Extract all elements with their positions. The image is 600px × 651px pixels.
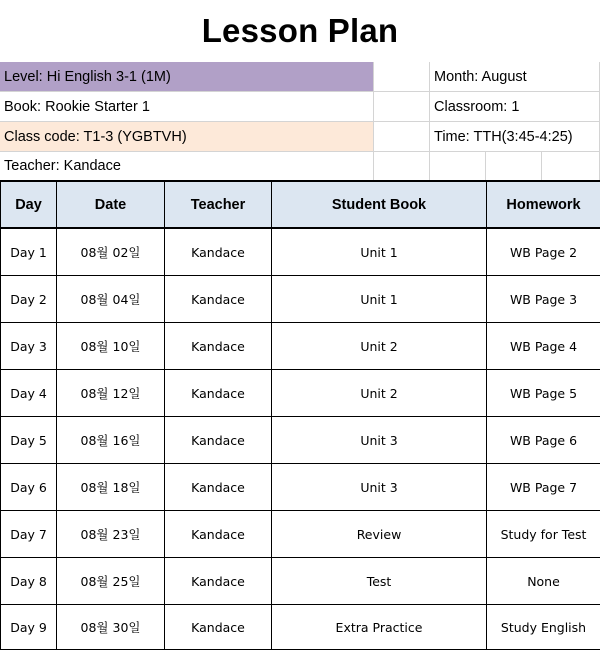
homework-cell: WB Page 3 — [487, 276, 600, 323]
table-row — [1, 511, 600, 558]
blank-cell — [430, 152, 486, 181]
table-row — [1, 276, 600, 323]
day-cell: Day 1 — [1, 228, 57, 276]
homework-cell: WB Page 4 — [487, 323, 600, 370]
column-header-homework: Homework — [487, 181, 600, 228]
blank-cell — [374, 122, 430, 152]
date-cell: 08월 18일 — [57, 464, 165, 511]
student-book-cell: Unit 2 — [272, 370, 487, 417]
day-cell: Day 5 — [1, 417, 57, 464]
blank-cell — [374, 152, 430, 181]
teacher-cell: Kandace — [165, 464, 272, 511]
day-cell: Day 9 — [1, 605, 57, 650]
table-row — [1, 605, 600, 650]
book-field: Book: Rookie Starter 1 — [0, 92, 374, 122]
student-book-cell: Unit 3 — [272, 464, 487, 511]
homework-cell: None — [487, 558, 600, 605]
time-field: Time: TTH(3:45-4:25) — [430, 122, 600, 152]
homework-cell: WB Page 6 — [487, 417, 600, 464]
teacher-cell: Kandace — [165, 276, 272, 323]
homework-cell: Study English — [487, 605, 600, 650]
table-row — [1, 464, 600, 511]
table-row — [1, 323, 600, 370]
blank-cell — [542, 152, 600, 181]
homework-cell: WB Page 5 — [487, 370, 600, 417]
blank-cell — [486, 152, 542, 181]
date-cell: 08월 02일 — [57, 228, 165, 276]
info-row-teacher — [0, 152, 600, 181]
teacher-cell: Kandace — [165, 417, 272, 464]
date-cell: 08월 23일 — [57, 511, 165, 558]
level-field: Level: Hi English 3-1 (1M) — [0, 62, 374, 92]
date-cell: 08월 12일 — [57, 370, 165, 417]
info-block — [0, 62, 600, 181]
teacher-cell: Kandace — [165, 370, 272, 417]
page-title: Lesson Plan — [201, 12, 399, 49]
student-book-cell: Extra Practice — [272, 605, 487, 650]
schedule-table — [0, 180, 600, 650]
day-cell: Day 4 — [1, 370, 57, 417]
day-cell: Day 8 — [1, 558, 57, 605]
teacher-cell: Kandace — [165, 228, 272, 276]
day-cell: Day 3 — [1, 323, 57, 370]
day-cell: Day 2 — [1, 276, 57, 323]
day-cell: Day 7 — [1, 511, 57, 558]
month-field: Month: August — [430, 62, 600, 92]
info-row-book — [0, 92, 600, 122]
student-book-cell: Unit 2 — [272, 323, 487, 370]
table-row — [1, 558, 600, 605]
date-cell: 08월 30일 — [57, 605, 165, 650]
column-header-day: Day — [1, 181, 57, 228]
teacher-cell: Kandace — [165, 323, 272, 370]
teacher-cell: Kandace — [165, 558, 272, 605]
day-cell: Day 6 — [1, 464, 57, 511]
homework-cell: Study for Test — [487, 511, 600, 558]
blank-cell — [374, 92, 430, 122]
classroom-field: Classroom: 1 — [430, 92, 600, 122]
blank-cell — [374, 62, 430, 92]
table-row — [1, 228, 600, 276]
homework-cell: WB Page 7 — [487, 464, 600, 511]
student-book-cell: Test — [272, 558, 487, 605]
column-header-date: Date — [57, 181, 165, 228]
teacher-field: Teacher: Kandace — [0, 152, 374, 181]
table-row — [1, 417, 600, 464]
date-cell: 08월 16일 — [57, 417, 165, 464]
teacher-cell: Kandace — [165, 511, 272, 558]
info-row-class-code — [0, 122, 600, 152]
student-book-cell: Unit 3 — [272, 417, 487, 464]
date-cell: 08월 10일 — [57, 323, 165, 370]
date-cell: 08월 04일 — [57, 276, 165, 323]
table-header-row — [1, 181, 600, 228]
teacher-cell: Kandace — [165, 605, 272, 650]
student-book-cell: Unit 1 — [272, 276, 487, 323]
column-header-student-book: Student Book — [272, 181, 487, 228]
info-row-level — [0, 62, 600, 92]
column-header-teacher: Teacher — [165, 181, 272, 228]
student-book-cell: Unit 1 — [272, 228, 487, 276]
class-code-field: Class code: T1-3 (YGBTVH) — [0, 122, 374, 152]
table-row — [1, 370, 600, 417]
homework-cell: WB Page 2 — [487, 228, 600, 276]
student-book-cell: Review — [272, 511, 487, 558]
date-cell: 08월 25일 — [57, 558, 165, 605]
